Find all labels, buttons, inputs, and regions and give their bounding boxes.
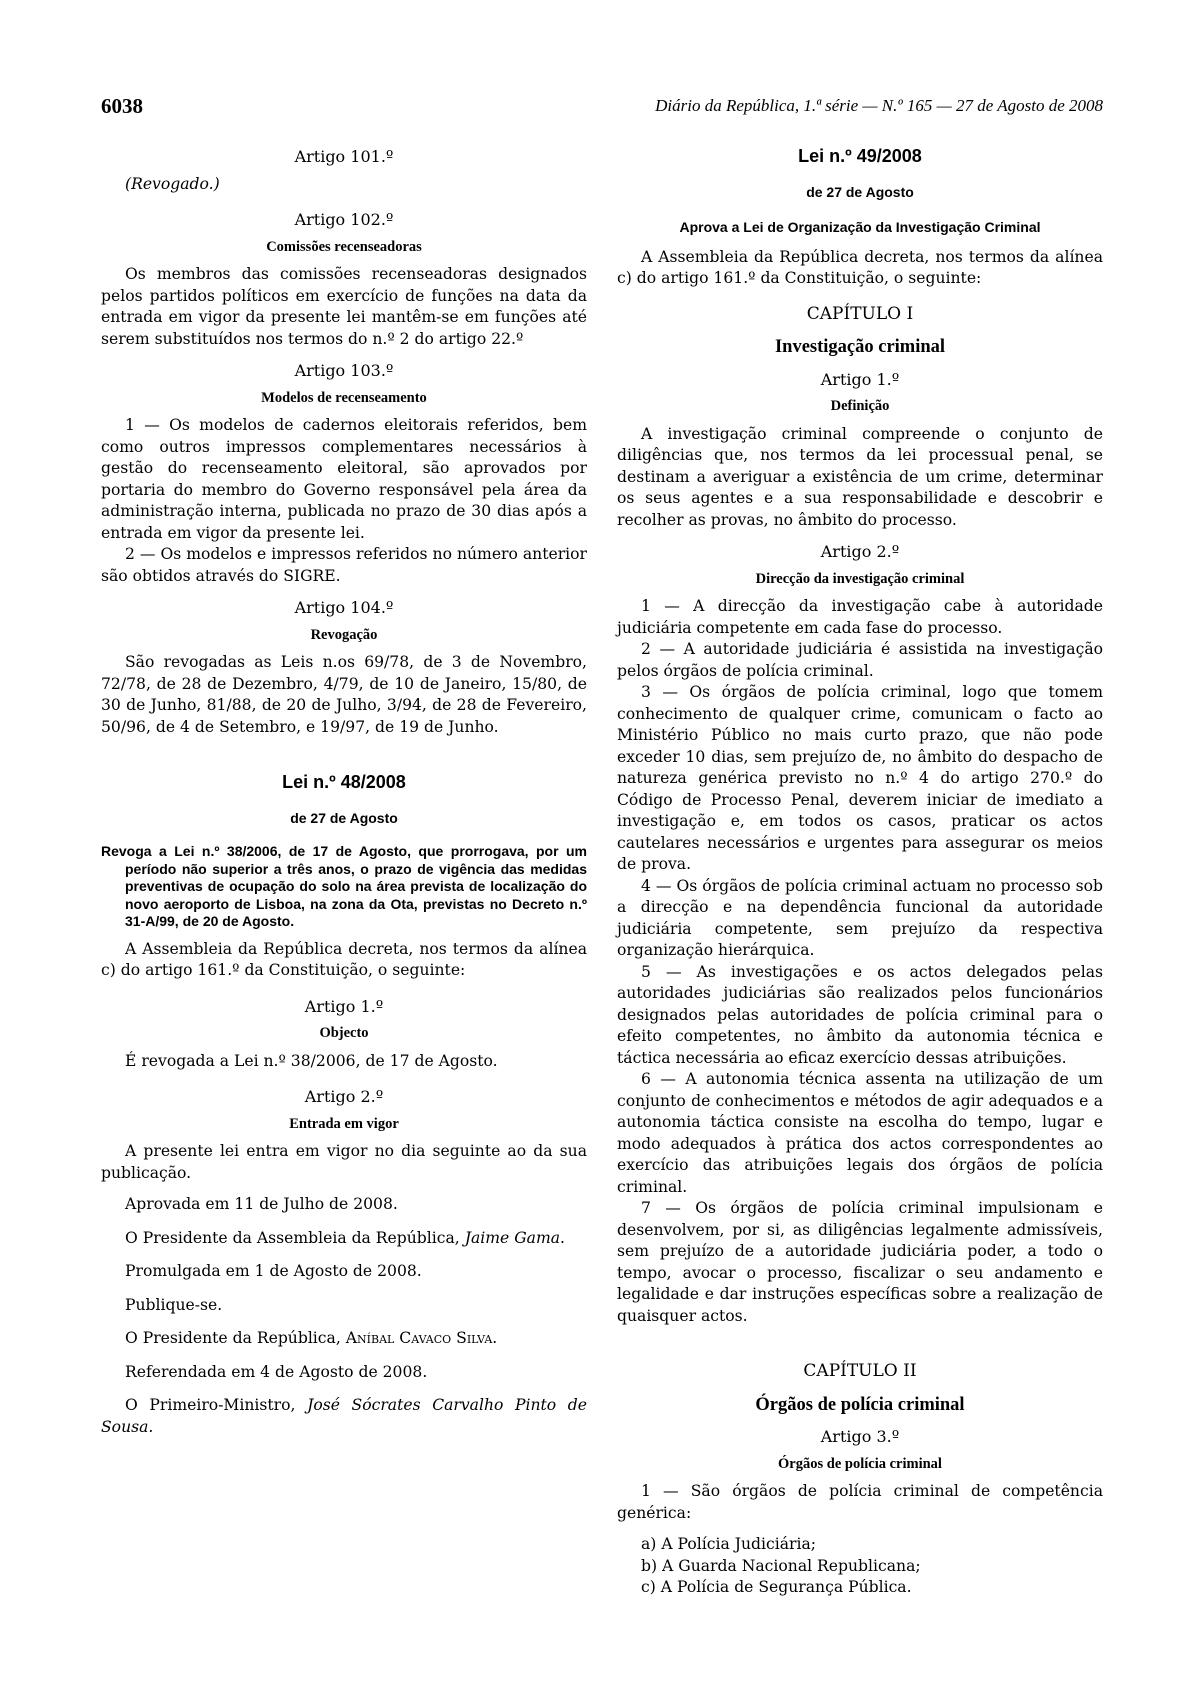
paragraph: 4 — Os órgãos de polícia criminal actuam no processo sob a direcção e na dependência funcional da autoridade judiciária competente, sem prejuízo da respectiva organização hierárquica. [617, 876, 1103, 959]
chapter-label: CAPÍTULO II [803, 1361, 917, 1381]
article-heading: Modelos de recenseamento [261, 389, 427, 406]
article-heading: Direcção da investigação criminal [755, 570, 965, 587]
signature-line [101, 1328, 587, 1350]
paragraph: Os membros das comissões recenseadoras designados pelos partidos políticos em exercício de funções na data da entrada em vigor da presente lei mantêm-se em funções até serem substituídos nos termos do n.º 2 do artigo 22.º [101, 265, 587, 348]
article-heading: Objecto [319, 1025, 369, 1041]
paragraph: 2 — A autoridade judiciária é assistida na investigação pelos órgãos de polícia criminal. [617, 640, 1103, 680]
article-number: Artigo 1.º [820, 369, 900, 389]
signatory-name: Jaime Gama. [464, 1228, 566, 1247]
paragraph: 5 — As investigações e os actos delegados pelas autoridades judiciárias são realizados pelos funcionários designados pelas autoridades de polícia criminal para o efeito competentes, no âmbito da autonomia técnica e táctica necessária ao eficaz exercício dessas atribuições. [617, 962, 1103, 1067]
chapter-label: CAPÍTULO I [806, 303, 914, 324]
article-number: Artigo 3.º [820, 1427, 900, 1446]
signature-label: O Primeiro-Ministro, [125, 1396, 308, 1414]
paragraph: São revogadas as Leis n.os 69/78, de 3 de Novembro, 72/78, de 28 de Dezembro, 4/79, de 10 de Janeiro, 15/80, de 30 de Junho, 81/88, de 20 de Julho, 3/94, de 28 de Fevereiro, 50/96, de 4 de Setembro, e 19/97, de 19 de Junho. [101, 653, 587, 736]
approval-line: Aprovada em 11 de Julho de 2008. [125, 1195, 398, 1213]
paragraph: A Assembleia da República decreta, nos termos da alínea c) do artigo 161.º da Constituição, o seguinte: [101, 939, 587, 979]
article-number: Artigo 102.º [294, 210, 394, 229]
article-heading: Comissões recenseadoras [266, 238, 422, 255]
signature-label: O Presidente da Assembleia da República, [125, 1228, 465, 1247]
law-summary: Aprova a Lei de Organização da Investigação Criminal [679, 219, 1041, 235]
list-item: c) A Polícia de Segurança Pública. [641, 1578, 912, 1596]
paragraph: 2 — Os modelos e impressos referidos no número anterior são obtidos através do SIGRE. [101, 545, 587, 585]
signatory-name: José Sócrates Carvalho Pinto de Sousa. [101, 1396, 587, 1436]
list-item: a) A Polícia Judiciária; [641, 1535, 817, 1553]
paragraph: 7 — Os órgãos de polícia criminal impulsionam e desenvolvem, por si, as diligências legalmente admissíveis, sem prejuízo de a autoridade judiciária poder, a todo o tempo, avocar o processo, fiscalizar o seu andamento e legalidade e dar instruções específicas sobre a realização de quaisquer actos. [617, 1199, 1103, 1325]
article-heading: Entrada em vigor [289, 1115, 399, 1132]
paragraph: A investigação criminal compreende o conjunto de diligências que, nos termos da lei processual penal, se destinam a averiguar a existência de um crime, determinar os seus agentes e a sua responsabilidade e descobrir e recolher as provas, no âmbito do processo. [617, 424, 1103, 529]
paragraph: A Assembleia da República decreta, nos termos da alínea c) do artigo 161.º da Constituição, o seguinte: [617, 247, 1103, 287]
list-item: b) A Guarda Nacional Republicana; [641, 1556, 921, 1575]
article-number: Artigo 101.º [294, 147, 394, 166]
law-date: de 27 de Agosto [806, 183, 914, 200]
paragraph: É revogada a Lei n.º 38/2006, de 17 de Agosto. [125, 1051, 498, 1070]
publish-line: Publique-se. [125, 1295, 223, 1314]
journal-title: Diário da República, 1.ª série — N.º 165 — 27 de Agosto de 2008 [655, 96, 1103, 115]
signature-line [101, 1395, 587, 1438]
law-date: de 27 de Agosto [290, 809, 398, 826]
paragraph: 6 — A autonomia técnica assenta na utilização de um conjunto de conhecimentos e métodos de agir adequados e a autonomia táctica consiste na escolha do tempo, lugar e modo adequados à prática dos actos correspondentes ao exercício das atribuições legais dos órgãos de polícia criminal. [617, 1070, 1103, 1196]
law-title: Lei n.º 48/2008 [282, 772, 406, 792]
paragraph: 1 — A direcção da investigação cabe à autoridade judiciária competente em cada fase do processo. [617, 597, 1103, 637]
article-heading: Órgãos de polícia criminal [778, 1455, 942, 1472]
article-number: Artigo 2.º [820, 542, 900, 561]
signature-label: O Presidente da República, [125, 1329, 346, 1347]
page-header [101, 94, 1103, 126]
law-title: Lei n.º 49/2008 [798, 146, 922, 166]
promulgation-line: Promulgada em 1 de Agosto de 2008. [125, 1262, 422, 1280]
paragraph: 1 — Os modelos de cadernos eleitorais referidos, bem como outros impressos complementares necessários à gestão do recenseamento eleitoral, são aprovados por portaria do membro do Governo responsável pela área da administração interna, publicada no prazo de 30 dias após a entrada em vigor da presente lei. [101, 416, 587, 542]
right-column [617, 146, 1103, 1599]
article-number: Artigo 103.º [294, 361, 394, 380]
signature-line [101, 1228, 587, 1250]
article-number: Artigo 1.º [304, 996, 384, 1016]
law-summary: Revoga a Lei n.º 38/2006, de 17 de Agosto, que prorrogava, por um período não superior a três anos, o prazo de vigência das medidas preventivas de ocupação do solo na área prevista de localização do novo aeroporto de Lisboa, na zona da Ota, previstas no Decreto n.º 31-A/99, de 20 de Agosto. [101, 843, 587, 929]
chapter-title: Órgãos de polícia criminal [755, 1394, 965, 1415]
signatory-name: Aníbal Cavaco Silva. [345, 1329, 498, 1347]
article-heading: Definição [830, 398, 890, 414]
paragraph: 3 — Os órgãos de polícia criminal, logo que tomem conhecimento de qualquer crime, comunicam o facto ao Ministério Público no mais curto prazo, que não pode exceder 10 dias, sem prejuízo de, no âmbito do despacho de natureza genérica previsto no n.º 4 do artigo 270.º do Código de Processo Penal, deverem iniciar de imediato a investigação e, em todos os casos, praticar os actos cautelares necessários e urgentes para assegurar os meios de prova. [617, 683, 1103, 873]
article-body: (Revogado.) [125, 174, 220, 193]
article-number: Artigo 104.º [294, 598, 394, 617]
article-heading: Revogação [310, 626, 378, 643]
page-number: 6038 [101, 94, 143, 118]
reference-line: Referendada em 4 de Agosto de 2008. [125, 1362, 428, 1381]
left-column [101, 146, 587, 1438]
chapter-title: Investigação criminal [774, 337, 946, 357]
article-number: Artigo 2.º [304, 1087, 384, 1106]
paragraph: 1 — São órgãos de polícia criminal de competência genérica: [617, 1482, 1103, 1522]
paragraph: A presente lei entra em vigor no dia seguinte ao da sua publicação. [101, 1142, 587, 1182]
